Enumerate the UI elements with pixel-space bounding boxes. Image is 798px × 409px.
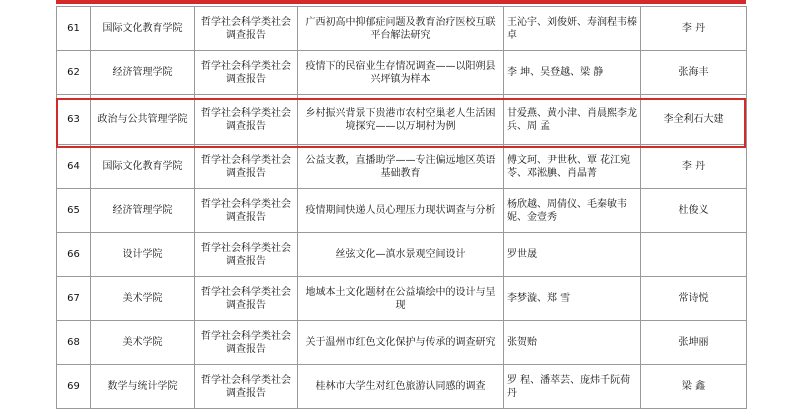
row-number: 62 bbox=[57, 51, 91, 95]
table-row bbox=[57, 51, 747, 95]
advisor-cell: 梁 鑫 bbox=[641, 365, 747, 409]
college-cell: 国际文化教育学院 bbox=[91, 145, 195, 189]
project-title-cell: 广西初高中抑郁症问题及教育治疗医校互联平台解法研究 bbox=[298, 7, 504, 51]
advisor-cell: 杜俊义 bbox=[641, 189, 747, 233]
row-number: 66 bbox=[57, 233, 91, 277]
category-cell: 哲学社会科学类社会调查报告 bbox=[195, 145, 298, 189]
project-title-cell: 桂林市大学生对红色旅游认同感的调查 bbox=[298, 365, 504, 409]
members-cell: 李 坤、吴登越、梁 静 bbox=[504, 51, 641, 95]
row-number: 67 bbox=[57, 277, 91, 321]
table-row bbox=[57, 189, 747, 233]
table-row bbox=[57, 277, 747, 321]
project-title-cell: 丝弦文化—滇水景观空间设计 bbox=[298, 233, 504, 277]
members-cell: 王沁宇、刘俊妍、寿润程韦榛卓 bbox=[504, 7, 641, 51]
college-cell: 经济管理学院 bbox=[91, 51, 195, 95]
college-cell: 政治与公共管理学院 bbox=[91, 95, 195, 145]
top-red-rule bbox=[56, 0, 746, 4]
advisor-cell: 李 丹 bbox=[641, 145, 747, 189]
advisor-cell: 李全利石大建 bbox=[641, 95, 747, 145]
row-number: 68 bbox=[57, 321, 91, 365]
table-row bbox=[57, 145, 747, 189]
advisor-cell: 常诗悦 bbox=[641, 277, 747, 321]
advisor-cell: 张海丰 bbox=[641, 51, 747, 95]
row-number: 65 bbox=[57, 189, 91, 233]
project-table-body bbox=[57, 7, 747, 409]
table-row bbox=[57, 365, 747, 409]
category-cell: 哲学社会科学类社会调查报告 bbox=[195, 51, 298, 95]
table-row bbox=[57, 321, 747, 365]
college-cell: 设计学院 bbox=[91, 233, 195, 277]
category-cell: 哲学社会科学类社会调查报告 bbox=[195, 365, 298, 409]
project-title-cell: 公益支教，直播助学——专注偏远地区英语基础教育 bbox=[298, 145, 504, 189]
college-cell: 美术学院 bbox=[91, 321, 195, 365]
category-cell: 哲学社会科学类社会调查报告 bbox=[195, 277, 298, 321]
advisor-cell: 李 丹 bbox=[641, 7, 747, 51]
row-number: 69 bbox=[57, 365, 91, 409]
advisor-cell: 张坤丽 bbox=[641, 321, 747, 365]
category-cell: 哲学社会科学类社会调查报告 bbox=[195, 233, 298, 277]
members-cell: 罗 程、潘萃芸、庞炜千阮荷丹 bbox=[504, 365, 641, 409]
members-cell: 罗世晟 bbox=[504, 233, 641, 277]
project-title-cell: 疫情下的民宿业生存情况调查——以阳朔县兴坪镇为样本 bbox=[298, 51, 504, 95]
row-number: 64 bbox=[57, 145, 91, 189]
members-cell: 傅文珂、尹世秋、覃 花江宛苓、邓淞腆、肖晶菁 bbox=[504, 145, 641, 189]
table-row bbox=[57, 95, 747, 145]
category-cell: 哲学社会科学类社会调查报告 bbox=[195, 321, 298, 365]
college-cell: 经济管理学院 bbox=[91, 189, 195, 233]
project-title-cell: 地域本土文化题材在公益墙绘中的设计与呈现 bbox=[298, 277, 504, 321]
category-cell: 哲学社会科学类社会调查报告 bbox=[195, 189, 298, 233]
project-table bbox=[56, 6, 747, 409]
row-number: 63 bbox=[57, 95, 91, 145]
advisor-cell bbox=[641, 233, 747, 277]
college-cell: 数学与统计学院 bbox=[91, 365, 195, 409]
members-cell: 李梦漩、郑 雪 bbox=[504, 277, 641, 321]
college-cell: 国际文化教育学院 bbox=[91, 7, 195, 51]
project-title-cell: 关于温州市红色文化保护与传承的调查研究 bbox=[298, 321, 504, 365]
members-cell: 张贺贻 bbox=[504, 321, 641, 365]
project-title-cell: 疫情期间快递人员心理压力现状调查与分析 bbox=[298, 189, 504, 233]
members-cell: 甘爱燕、黄小津、肖晨熙李龙兵、周 孟 bbox=[504, 95, 641, 145]
college-cell: 美术学院 bbox=[91, 277, 195, 321]
project-title-cell: 乡村振兴背景下贵港市农村空巢老人生活困境探究——以万垌村为例 bbox=[298, 95, 504, 145]
category-cell: 哲学社会科学类社会调查报告 bbox=[195, 95, 298, 145]
table-row bbox=[57, 7, 747, 51]
row-number: 61 bbox=[57, 7, 91, 51]
members-cell: 杨欣越、周倩仪、毛秦敏韦 妮、金壹秀 bbox=[504, 189, 641, 233]
table-row bbox=[57, 233, 747, 277]
category-cell: 哲学社会科学类社会调查报告 bbox=[195, 7, 298, 51]
